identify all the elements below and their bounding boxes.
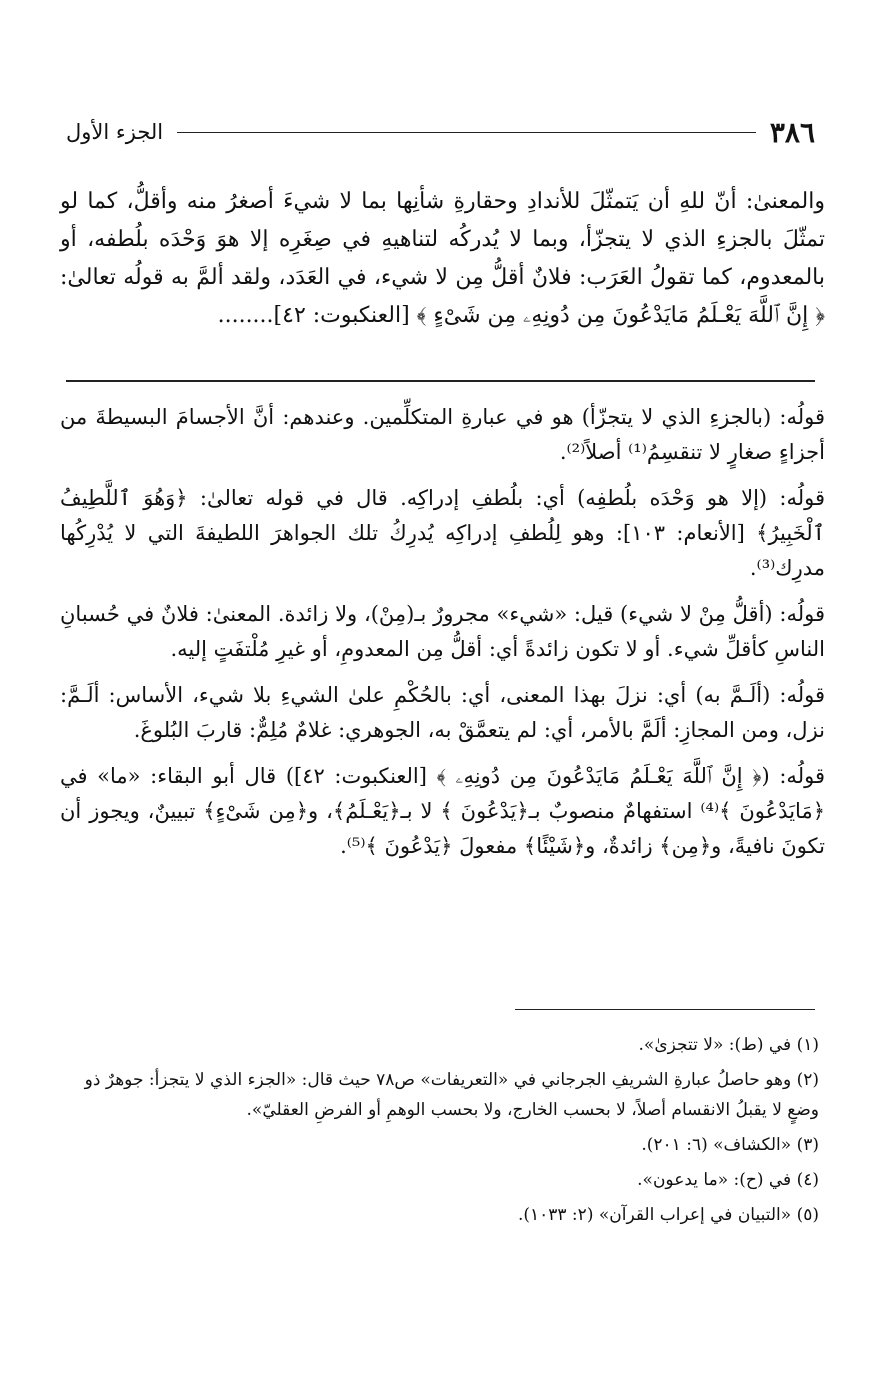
running-title: الجزء الأول — [66, 120, 164, 144]
footnotes — [66, 1030, 819, 1235]
main-paragraph: والمعنىٰ: أنّ للهِ أن يَتمثّلَ للأندادِ وحقارةِ شأنِها بما لا شيءَ أصغرُ منه وأقلُّ، كما لو تمثّلَ بالجزءِ الذي لا يتجزّأ، وبما لا يُدركُه لتناهيهِ في صِغَرِه إلا هوَ وَحْدَه بلُطفه، أو بالمعدوم، كما تقولُ العَرَب: فلانٌ أقلُّ مِن لا شيء، في العَدَد، ولقد ألمَّ به قولُه تعالىٰ: ﴿ إِنَّ ٱللَّهَ يَعْـلَمُ مَايَدْعُونَ مِن دُونِهِۦ مِن شَىْءٍ ﴾ [العنكبوت: ٤٢]........ — [60, 189, 825, 328]
footnote: (٤) في (ح): «ما يدعون». — [637, 1170, 819, 1190]
commentary — [60, 400, 825, 875]
footnote: (١) في (ط): «لا تتجزىٰ». — [638, 1035, 819, 1055]
header-rule — [177, 132, 756, 133]
commentary-paragraph: قولُه: (بالجزءِ الذي لا يتجزّأ) هو في عبارةِ المتكلِّمين. وعندهم: أنَّ الأجسامَ البسيطةَ من أجزاءٍ صغارٍ لا تنقسِمُ⁽¹⁾ أصلاً⁽²⁾. — [60, 405, 825, 464]
footnote: (٣) «الكشاف» (٦: ٢٠١). — [641, 1135, 819, 1155]
commentary-paragraph: قولُه: (ألَـمَّ به) أي: نزلَ بهذا المعنى، أي: بالحُكْمِ علىٰ الشيءِ بلا شيء، الأساس: ألَـمَّ: نزل، ومن المجازِ: ألَمَّ بالأمر، أي: لم يتعمَّقْ به، الجوهري: غلامٌ مُلِمٌّ: قاربَ البُلوغَ. — [60, 683, 825, 742]
footnote-divider — [515, 1009, 815, 1010]
footnote: (٢) وهو حاصلُ عبارةِ الشريفِ الجرجاني في «التعريفات» ص٧٨ حيث قال: «الجزء الذي لا يتجزأ: جوهرٌ ذو وضعٍ لا يقبلُ الانقسام أصلاً، لا بحسب الخارج، ولا بحسب الوهمِ أو الفرضِ العقليّ». — [84, 1070, 819, 1120]
page-number: ٣٨٦ — [769, 115, 815, 149]
main-text — [60, 183, 825, 335]
footnote: (٥) «التبيان في إعراب القرآن» (٢: ١٠٣٣). — [517, 1205, 819, 1225]
commentary-paragraph: قولُه: (إلا هو وَحْدَه بلُطفِه) أي: بلُطفِ إدراكِه. قال في قوله تعالىٰ: ﴿وَهُوَ ٱللَّطِيفُ ٱلْخَبِيرُ﴾ [الأنعام: ١٠٣]: وهو لِلُطفِ إدراكِه يُدرِكُ تلك الجواهرَ اللطيفةَ التي لا يُدْرِكُها مدرِك⁽³⁾. — [60, 486, 825, 580]
main-text-divider — [66, 380, 815, 382]
commentary-paragraph: قولُه: (أقلُّ مِنْ لا شيء) قيل: «شيء» مجرورٌ بـ(مِنْ)، ولا زائدة. المعنىٰ: فلانٌ في حُسبانِ الناسِ كأقلِّ شيء. أو لا تكون زائدةً أي: أقلُّ مِن المعدومِ، أو غيرِ مُلْتفَتٍ إليه. — [60, 602, 825, 661]
commentary-paragraph: قولُه: (﴿ إِنَّ ٱللَّهَ يَعْـلَمُ مَايَدْعُونَ مِن دُونِهِۦ ﴾ [العنكبوت: ٤٢]) قال أبو البقاء: «ما» في ﴿مَايَدْعُونَ ﴾⁽⁴⁾ استفهامٌ منصوبٌ بـ﴿يَدْعُونَ ﴾ لا بـ﴿يَعْـلَمُ﴾، و﴿مِن شَىْءٍ﴾ تبيينٌ، ويجوز أن تكونَ نافيةً، و﴿مِن﴾ زائدةٌ، و﴿شَيْئًا﴾ مفعولَ ﴿يَدْعُونَ ﴾⁽⁵⁾. — [60, 764, 825, 858]
page-header — [66, 112, 815, 152]
